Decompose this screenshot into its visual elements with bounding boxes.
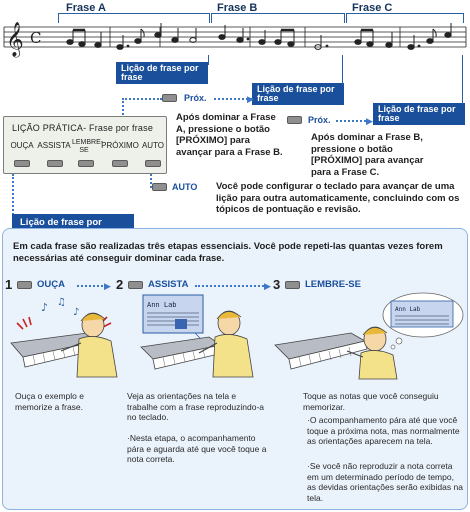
auto-button-icon[interactable] bbox=[152, 183, 167, 191]
caption-listen: Ouça o exemplo e memorize a frase. bbox=[15, 391, 84, 412]
arrow-step-2-icon: ▶ bbox=[264, 281, 271, 291]
svg-text:♪: ♪ bbox=[41, 301, 49, 314]
auto-button-label[interactable]: AUTO bbox=[172, 182, 198, 192]
step-2-number: 2 bbox=[116, 277, 124, 292]
dots-next-to-c bbox=[336, 120, 370, 122]
display-item-auto: AUTO bbox=[141, 141, 165, 150]
dots-step-2-3 bbox=[195, 285, 267, 287]
phrase-a-label: Frase A bbox=[66, 2, 106, 14]
display-title: LIÇÃO PRÁTICA- Frase por frase bbox=[12, 123, 154, 133]
caption-remember-2: ·O acompanhamento pára até que você toque a próxima nota, mas normalmente as orientações aparecem na tela. bbox=[307, 415, 460, 446]
step-3-button-icon[interactable] bbox=[285, 281, 300, 289]
step-1-button-icon[interactable] bbox=[17, 281, 32, 289]
step-2-button-icon[interactable] bbox=[128, 281, 143, 289]
watch-button[interactable] bbox=[47, 160, 63, 167]
listen-illustration bbox=[7, 295, 127, 379]
after-a-text: Após dominar a Frase A, pressione o botão [PRÓXIMO] para avançar para a Frase B. bbox=[176, 112, 283, 158]
panel-intro: Em cada frase são realizadas três etapas essenciais. Você pode repeti-las quantas vezes forem necessárias até conseguir dominar cada frase. bbox=[13, 241, 443, 264]
arrow-right-2-icon: ▶ bbox=[366, 116, 373, 126]
remember-screen-text: Ann Lab bbox=[395, 306, 421, 313]
display-item-remember: LEMBRE-SE bbox=[72, 139, 104, 154]
phrase-c-label: Frase C bbox=[352, 2, 393, 14]
listen-button[interactable] bbox=[14, 160, 30, 167]
caption-watch-2: ·Nesta etapa, o acompanhamento pára e aguarda até que você toque a nota correta. bbox=[127, 433, 267, 464]
badge-phrase-2: Lição de frase por frase bbox=[252, 83, 344, 105]
next-button-panel[interactable] bbox=[112, 160, 128, 167]
dots-display-to-next bbox=[122, 98, 124, 118]
connector-a bbox=[208, 55, 209, 65]
watch-screen-text: Ann Lab bbox=[147, 301, 177, 309]
connector-b bbox=[342, 55, 343, 85]
caption-remember-1: Toque as notas que você conseguiu memorizar. bbox=[303, 391, 439, 412]
remember-illustration bbox=[271, 289, 467, 381]
step-1-number: 1 bbox=[5, 277, 13, 292]
caption-remember-3: ·Se você não reproduzir a nota correta em um determinado período de tempo, as devidas orientações serão exibidas na tela. bbox=[307, 461, 463, 503]
svg-text:♪: ♪ bbox=[73, 307, 80, 318]
watch-illustration bbox=[135, 293, 255, 379]
badge-panel: Lição de frase por bbox=[12, 214, 134, 242]
dots-display-to-panel bbox=[12, 174, 14, 218]
arrow-right-icon: ▶ bbox=[247, 94, 254, 104]
auto-button-panel[interactable] bbox=[145, 160, 161, 167]
steps-panel bbox=[2, 228, 468, 510]
display-item-watch: ASSISTA bbox=[37, 141, 71, 150]
after-b-text: Após dominar a Frase B, pressione o botão [PRÓXIMO] para avançar para a Frase C. bbox=[311, 132, 424, 178]
next-button-label[interactable]: Próx. bbox=[184, 93, 207, 103]
caption-watch-1: Veja as orientações na tela e trabalhe com a frase reproduzindo-a no teclado. bbox=[127, 391, 265, 422]
next-button-2-icon[interactable] bbox=[287, 116, 302, 124]
remember-button[interactable] bbox=[78, 160, 94, 167]
phrase-b-label: Frase B bbox=[217, 2, 258, 14]
step-3-number: 3 bbox=[273, 277, 281, 292]
arrow-step-1-icon: ▶ bbox=[104, 281, 111, 291]
badge-phrase-1: Lição de frase por frase bbox=[116, 62, 208, 84]
step-2-label: ASSISTA bbox=[148, 279, 189, 290]
music-staff bbox=[0, 0, 470, 62]
display-item-listen: OUÇA bbox=[10, 141, 34, 150]
svg-text:♫: ♫ bbox=[57, 297, 66, 308]
treble-clef-icon: 𝄞 bbox=[6, 22, 24, 57]
next-button-icon[interactable] bbox=[162, 94, 177, 102]
badge-phrase-3: Lição de frase por frase bbox=[373, 103, 465, 125]
next-button-2-label[interactable]: Próx. bbox=[308, 115, 331, 125]
display-item-next: PRÓXIMO bbox=[101, 141, 139, 150]
connector-c bbox=[462, 55, 463, 105]
lesson-display bbox=[3, 116, 167, 174]
auto-text: Você pode configurar o teclado para avançar de uma lição para outra automaticamente, concluindo com os tópicos de pontuação e revisão. bbox=[216, 181, 460, 215]
common-time-icon: C bbox=[30, 29, 42, 47]
step-3-label: LEMBRE-SE bbox=[305, 279, 361, 290]
dots-display-to-next-h bbox=[122, 98, 162, 100]
step-1-label: OUÇA bbox=[37, 279, 65, 290]
dots-step-1-2 bbox=[77, 285, 107, 287]
